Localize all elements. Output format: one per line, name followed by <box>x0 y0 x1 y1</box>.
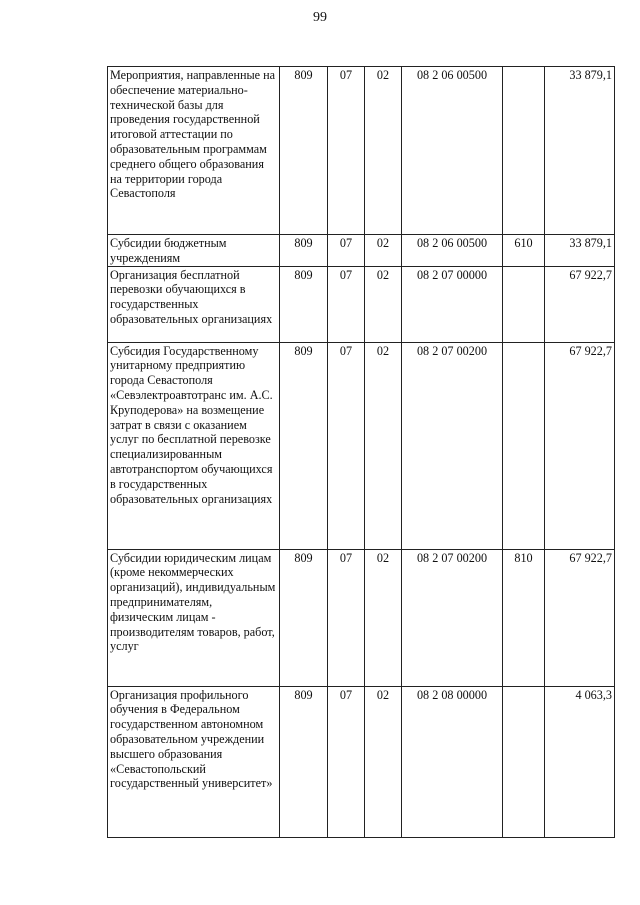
target-code-cell: 08 2 07 00200 <box>402 342 503 549</box>
subsection-code-cell: 02 <box>365 266 402 342</box>
section-code-cell: 07 <box>328 67 365 235</box>
table-row <box>108 342 615 549</box>
amount-cell: 67 922,7 <box>545 342 615 549</box>
expense-type-cell <box>503 67 545 235</box>
expense-type-cell: 810 <box>503 549 545 686</box>
subsection-code-cell: 02 <box>365 235 402 267</box>
amount-cell: 33 879,1 <box>545 235 615 267</box>
ministry-code-cell: 809 <box>280 549 328 686</box>
row-name-cell: Субсидии бюджетным учреждениям <box>108 235 280 267</box>
section-code-cell: 07 <box>328 342 365 549</box>
ministry-code-cell: 809 <box>280 686 328 837</box>
subsection-code-cell: 02 <box>365 67 402 235</box>
ministry-code-cell: 809 <box>280 67 328 235</box>
expense-type-cell <box>503 686 545 837</box>
target-code-cell: 08 2 06 00500 <box>402 235 503 267</box>
ministry-code-cell: 809 <box>280 266 328 342</box>
subsection-code-cell: 02 <box>365 342 402 549</box>
target-code-cell: 08 2 07 00000 <box>402 266 503 342</box>
ministry-code-cell: 809 <box>280 342 328 549</box>
target-code-cell: 08 2 07 00200 <box>402 549 503 686</box>
amount-cell: 4 063,3 <box>545 686 615 837</box>
table-row <box>108 235 615 267</box>
expense-type-cell <box>503 266 545 342</box>
target-code-cell: 08 2 08 00000 <box>402 686 503 837</box>
amount-cell: 67 922,7 <box>545 266 615 342</box>
row-name-cell: Субсидии юридическим лицам (кроме некоммерческих организаций), индивидуальным предпринимателям, физическим лицам - производителям товаров, работ, услуг <box>108 549 280 686</box>
table-row <box>108 549 615 686</box>
row-name-cell: Организация профильного обучения в Федеральном государственном автономном образовательном учреждении высшего образования «Севастопольский государственный университет» <box>108 686 280 837</box>
row-name-cell: Субсидия Государственному унитарному предприятию города Севастополя «Севэлектроавтотранс им. А.С. Круподерова» на возмещение затрат в связи с оказанием услуг по бесплатной перевозке специализированным автотранспортом обучающихся в государственных образовательных организациях <box>108 342 280 549</box>
subsection-code-cell: 02 <box>365 549 402 686</box>
page-number: 99 <box>313 10 327 25</box>
budget-table <box>107 66 615 838</box>
ministry-code-cell: 809 <box>280 235 328 267</box>
amount-cell: 67 922,7 <box>545 549 615 686</box>
target-code-cell: 08 2 06 00500 <box>402 67 503 235</box>
section-code-cell: 07 <box>328 549 365 686</box>
row-name-cell: Мероприятия, направленные на обеспечение материально-технической базы для проведения государственной итоговой аттестации по образовательным программам среднего общего образования на территории города Севастополя <box>108 67 280 235</box>
expense-type-cell <box>503 342 545 549</box>
expense-type-cell: 610 <box>503 235 545 267</box>
subsection-code-cell: 02 <box>365 686 402 837</box>
row-name-cell: Организация бесплатной перевозки обучающихся в государственных образовательных организациях <box>108 266 280 342</box>
table-row <box>108 67 615 235</box>
table-row <box>108 686 615 837</box>
amount-cell: 33 879,1 <box>545 67 615 235</box>
section-code-cell: 07 <box>328 266 365 342</box>
table-row <box>108 266 615 342</box>
section-code-cell: 07 <box>328 235 365 267</box>
section-code-cell: 07 <box>328 686 365 837</box>
